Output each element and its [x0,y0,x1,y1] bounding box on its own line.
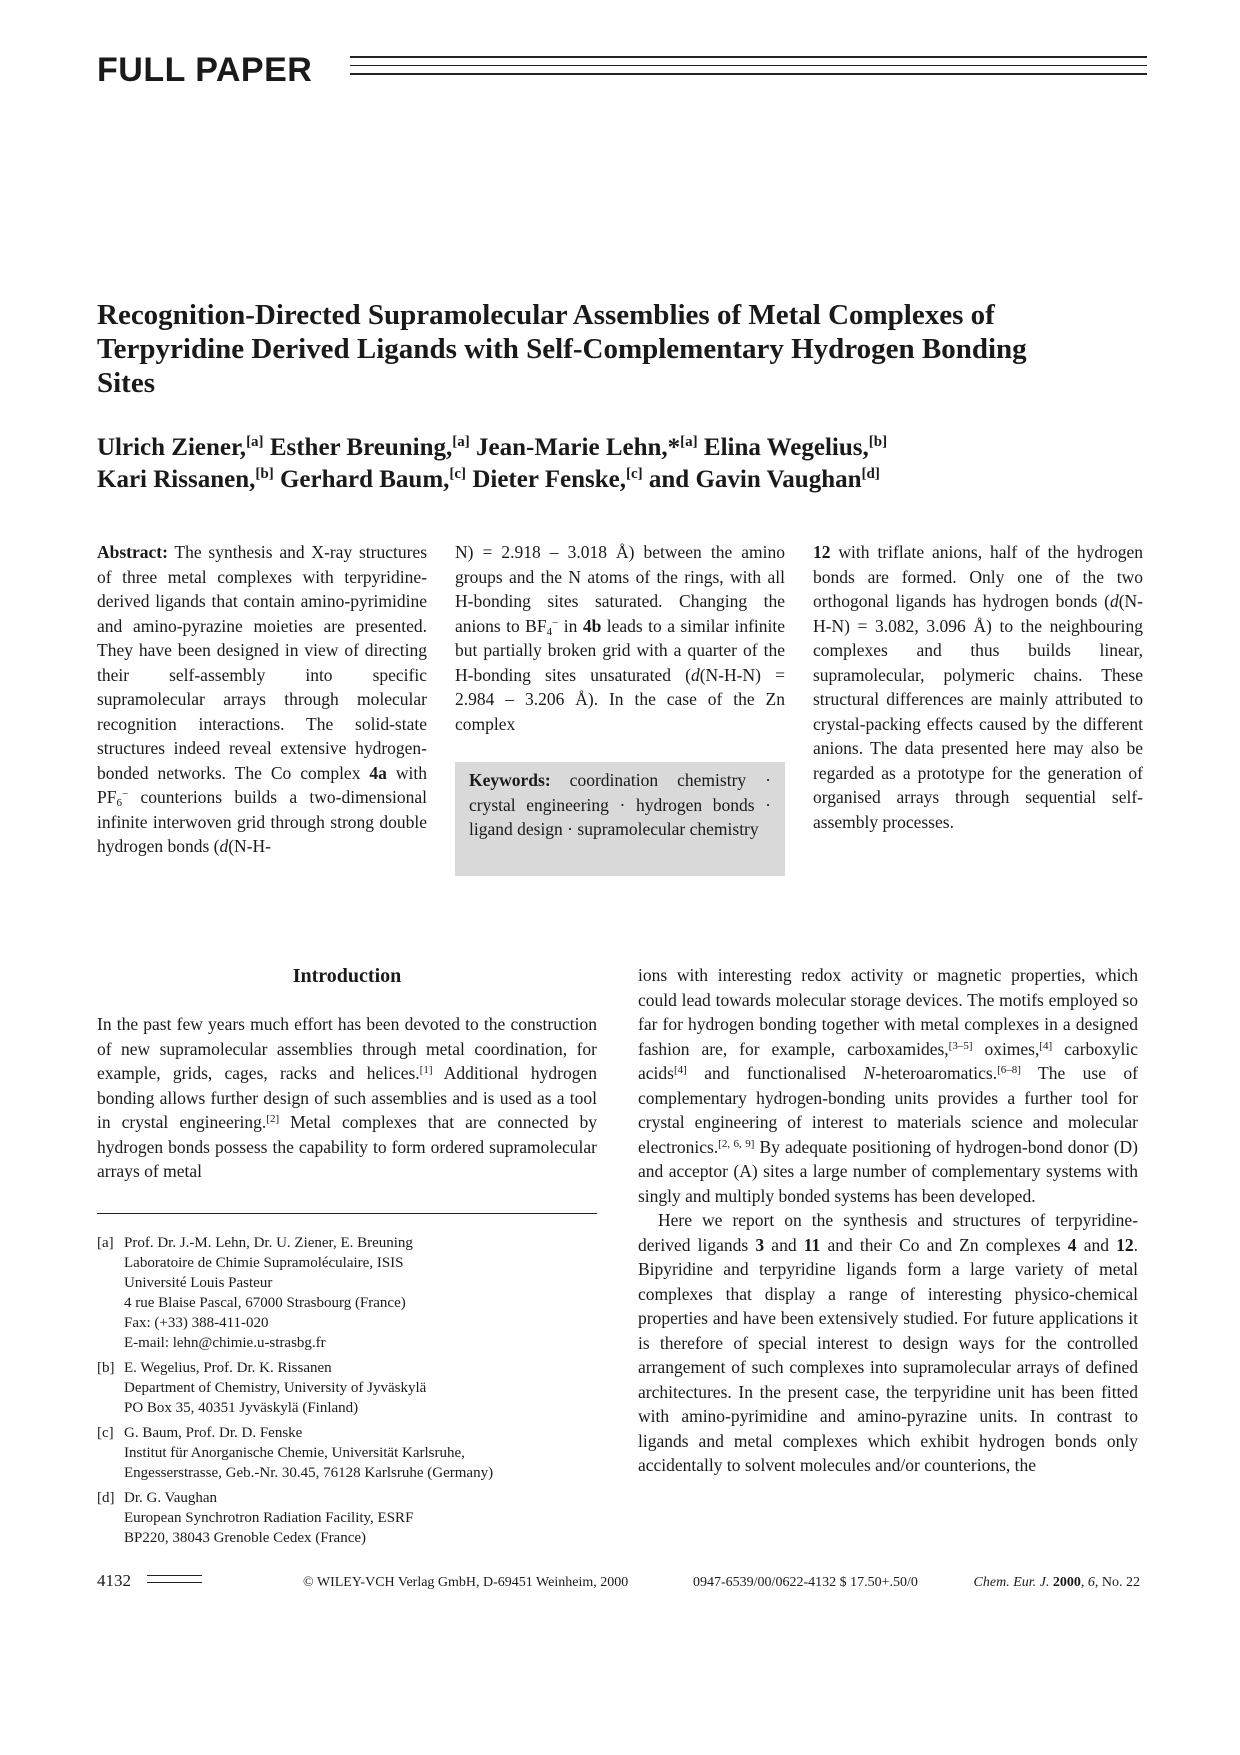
footnote-divider [97,1213,597,1214]
header-rules [350,56,1147,84]
citation: [2] [266,1113,280,1125]
page-header [97,50,1147,90]
author: Elina Wegelius,[b] [703,434,888,461]
abstract-label: Abstract: [97,542,168,562]
body-text-right [638,963,1138,1478]
footnote: [d] Dr. G. Vaughan European Synchrotron Radiation Facility, ESRF BP220, 38043 Grenoble Cedex (France) [97,1490,414,1546]
affiliation-footnotes [97,1233,597,1553]
author: Esther Breuning,[a] [269,434,470,461]
keywords-label: Keywords: [469,770,551,790]
author: Jean-Marie Lehn,*[a] [476,434,698,461]
author: Kari Rissanen,[b] [97,466,274,493]
paragraph: ions with interesting redox activity or magnetic properties, which could lead towards molecular storage devices. The motifs employed so far for hydrogen bonding together with metal complexes in a designed fashion are, for example, carboxamides,[3–5] oximes,[4] carboxylic acids[4] and functionalised N-heteroaromatics.[6–8] The use of complementary hydrogen-bonding units provides a further tool for crystal engineering of interest to materials science and molecular electronics.[2, 6, 9] By adequate positioning of hydrogen-bond donor (D) and acceptor (A) sites a large number of complementary systems with singly and multiply bonded systems has been developed. [638,965,1139,1206]
abstract-column-2: N) = 2.918 – 3.018 Å) between the amino groups and the N atoms of the rings, with all H-bonding sites saturated. Changing the anions to $BF_4^-$ in 4b leads to a similar infinite but partially broken grid with a quarter of the H-bonding sites unsaturated (d(N-H-N) = 2.984 – 3.206 Å). In the case of the Zn complex [455,542,786,734]
author: Gerhard Baum,[c] [279,466,467,493]
body-text-left [97,1012,597,1184]
author: Dieter Fenske,[c] [472,466,643,493]
footnote: [b] E. Wegelius, Prof. Dr. K. Rissanen Department of Chemistry, University of Jyväskylä PO Box 35, 40351 Jyväskylä (Finland) [97,1360,427,1416]
author-list [97,432,1087,496]
keywords-text: coordination chemistry · crystal engineering · hydrogen bonds · ligand design · supramolecular chemistry [469,770,771,839]
section-heading: Introduction [292,965,402,987]
paper-title: Recognition-Directed Supramolecular Assemblies of Metal Complexes of Terpyridine Derived Ligands with Self-Complementary Hydrogen Bonding Sites [97,299,1027,399]
paragraph: In the past few years much effort has been devoted to the construction of new supramolecular assemblies through metal coordination, for example, grids, cages, racks and helices.[1] Additional hydrogen bonding allows further design of such assemblies and is used as a tool in crystal engineering.[2] Metal complexes that are connected by hydrogen bonds possess the capability to form ordered supramolecular arrays of metal [97,1014,597,1181]
citation: [2, 6, 9] [718,1137,755,1150]
issn: 0947-6539/00/0622-4132 $ 17.50+.50/0 [693,1575,918,1590]
citation: [6–8] [997,1064,1021,1076]
footnote: [a] Prof. Dr. J.-M. Lehn, Dr. U. Ziener, E. Breuning Laboratoire de Chimie Supramoléculaire, ISIS Université Louis Pasteur 4 rue Blaise Pascal, 67000 Strasbourg (France) Fax: (+33) 388-411-020 E-mail: lehn@chimie.u-strasbg.fr [97,1235,413,1351]
page-number: 4132 [97,1571,131,1590]
footnote: [c] G. Baum, Prof. Dr. D. Fenske Institut für Anorganische Chemie, Universität Karlsruhe, Engesserstrasse, Geb.-Nr. 30.45, 76128 Karlsruhe (Germany) [97,1425,494,1481]
abstract-column-1: Abstract: The synthesis and X-ray structures of three metal complexes with terpyridine-derived ligands that contain amino-pyrimidine and amino-pyrazine moieties are presented. They have been designed in view of directing their self-assembly into specific supramolecular arrays through molecular recognition interactions. The solid-state structures indeed reveal extensive hydrogen-bonded networks. The Co complex 4a with $PF_6^-$ counterions builds a two-dimensional infinite interwoven grid through strong double hydrogen bonds (d(N-H- [97,542,428,856]
section-label: FULL PAPER [97,51,313,89]
copyright: © WILEY-VCH Verlag GmbH, D-69451 Weinheim, 2000 [303,1575,629,1590]
citation: [3–5] [948,1039,973,1052]
keywords-box [455,762,785,876]
page-footer [97,1571,1140,1597]
citation: [1] [419,1064,433,1076]
citation: [4] [673,1064,687,1076]
author: Ulrich Ziener,[a] [97,434,264,461]
journal-citation: Chem. Eur. J. 2000, 6, No. 22 [973,1575,1140,1590]
paragraph: Here we report on the synthesis and structures of terpyridine-derived ligands 3 and 11 and their Co and Zn complexes 4 and 12. Bipyridine and terpyridine ligands form a large variety of metal complexes that display a range of interesting physico-chemical properties and have been extensively studied. For future applications it is therefore of special interest to design ways for the controlled arrangement of such complexes into supramolecular arrays of defined architectures. In the present case, the terpyridine unit has been fitted with amino-pyrimidine and amino-pyrazine units. In contrast to ligands and metal complexes which exhibit hydrogen bonds only accidentally to solvent molecules and/or counterions, the [638,1210,1139,1475]
page-number-rules [147,1575,202,1589]
citation: [4] [1039,1039,1053,1052]
abstract-column-3: 12 with triflate anions, half of the hydrogen bonds are formed. Only one of the two orthogonal ligands has hydrogen bonds (d(N-H-N) = 3.082, 3.096 Å) to the neighbouring complexes and thus builds linear, supramolecular, polymeric chains. These structural differences are mainly attributed to crystal-packing effects caused by the different anions. The data presented here may also be regarded as a prototype for the generation of organised arrays through sequential self-assembly processes. [813,542,1144,832]
author: and Gavin Vaughan[d] [648,466,880,493]
